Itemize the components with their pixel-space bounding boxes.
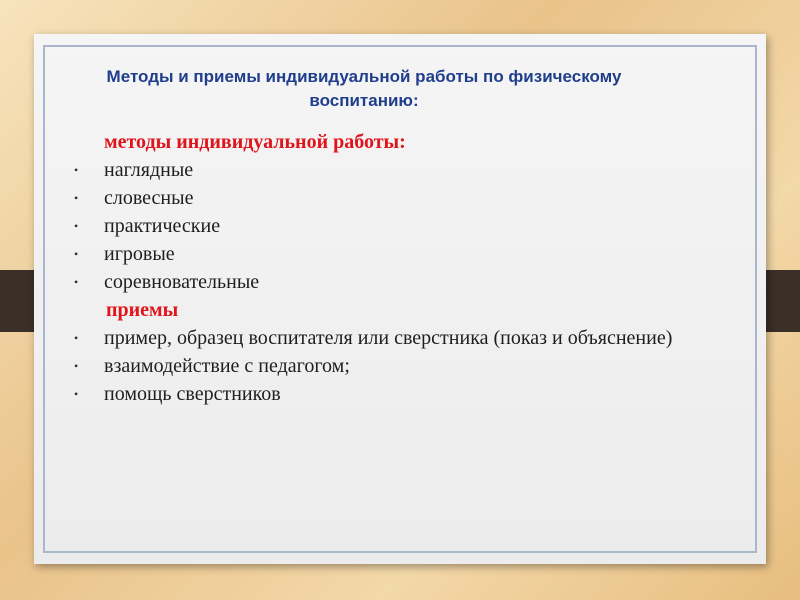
list-item xyxy=(72,184,732,212)
methods-heading: методы индивидуальной работы: xyxy=(104,131,406,153)
list-item-text: помощь сверстников xyxy=(104,383,281,405)
methods-list xyxy=(72,156,732,296)
list-item xyxy=(72,324,732,352)
list-item-text: словесные xyxy=(104,187,194,209)
list-item xyxy=(72,212,732,240)
list-item-text: наглядные xyxy=(104,159,194,181)
techniques-list xyxy=(72,324,732,408)
techniques-heading: приемы xyxy=(106,299,179,321)
list-item xyxy=(72,352,732,380)
list-item-text: практические xyxy=(104,215,221,237)
bullet-icon: • xyxy=(74,163,79,177)
list-item-text: соревновательные xyxy=(104,271,260,293)
bullet-icon: • xyxy=(74,191,79,205)
list-item xyxy=(72,240,732,268)
slide-panel xyxy=(34,34,766,564)
bullet-icon: • xyxy=(74,275,79,289)
slide-title: Методы и приемы индивидуальной работы по физическому воспитанию: xyxy=(106,67,622,110)
list-item xyxy=(72,156,732,184)
list-item-text: взаимодействие с педагогом; xyxy=(104,355,350,377)
list-item-text: пример, образец воспитателя или сверстника (показ и объяснение) xyxy=(104,327,673,349)
bullet-icon: • xyxy=(74,331,79,345)
bullet-icon: • xyxy=(74,359,79,373)
slide-content xyxy=(72,128,732,408)
bullet-icon: • xyxy=(74,219,79,233)
bullet-icon: • xyxy=(74,247,79,261)
list-item-text: игровые xyxy=(104,243,175,265)
bullet-icon: • xyxy=(74,387,79,401)
list-item xyxy=(72,268,732,296)
list-item xyxy=(72,380,732,408)
